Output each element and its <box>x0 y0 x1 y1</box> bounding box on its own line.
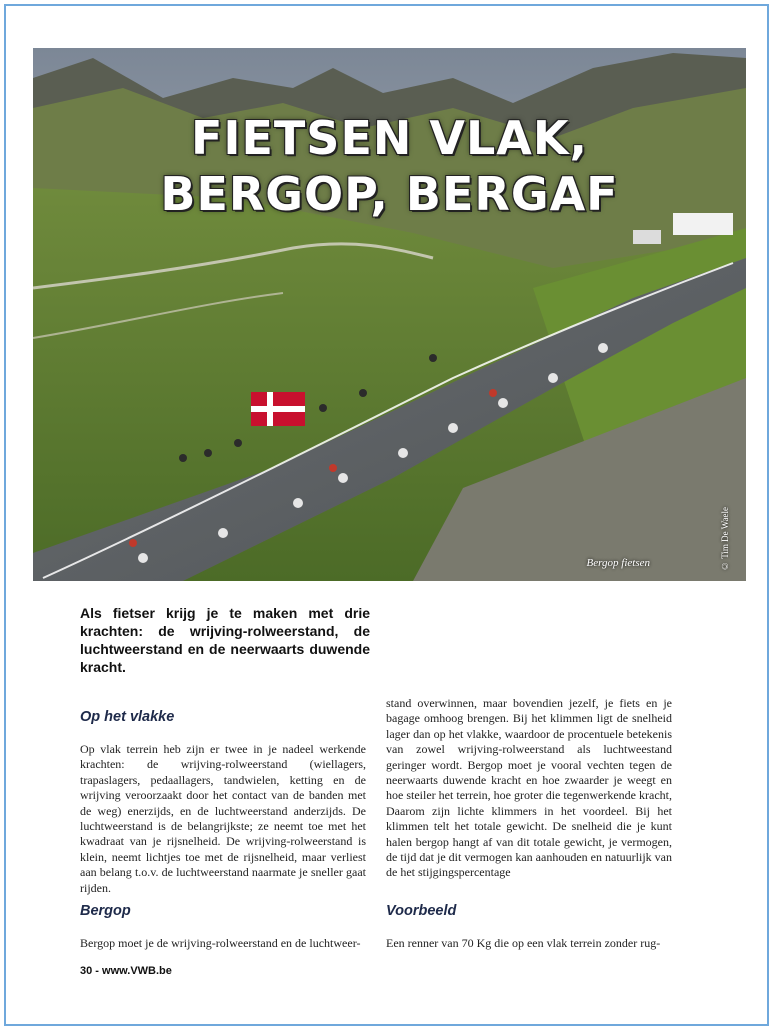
cover-photo <box>33 48 746 581</box>
title-line-1: FIETSEN VLAK, <box>190 111 589 165</box>
photo-caption: Bergop fietsen <box>586 557 650 569</box>
heading-bergop: Bergop <box>80 903 131 919</box>
heading-voorbeeld: Voorbeeld <box>386 903 457 919</box>
heading-op-het-vlakke: Op het vlakke <box>80 709 175 725</box>
body-op-het-vlakke: Op vlak terrein heb zijn er twee in je nadeel werkende krachten: de wrijving-rolweerstand (wiellagers, trapaslagers, pedaallagers, tandwielen, ketting en de wrijving veroorzaakt door het contact van de banden met de weg) enerzijds, en de luchtweerstand anderzijds. De luchtweerstand is de belangrijkste; ze neemt toe met het kwadraat van je rijsnelheid. De wrijving-rolweerstand is klein, neemt lichtjes toe met de rijsnelheid, maar verliest aan belang t.o.v. de luchtweerstand naarmate je sneller gaat rijden. <box>80 742 366 895</box>
photo-credit: © Tim De Waele <box>720 507 730 571</box>
body-right-column: stand overwinnen, maar bovendien jezelf, je fiets en je bagage omhoog brengen. Bij het klimmen ligt de snelheid lager dan op het vlakke, waardoor de procentuele betekenis van zowel wrijving-rolweerstand als luchtweestand geringer wordt. Bergop moet je vooral vechten tegen de neerwaarts duwende kracht en hoe zwaarder je weegt en hoe steiler het terrein, hoe groter die tegenwerkende kracht, Daarom zijn lichte klimmers in het voordeel. Bij het klimmen telt het totale gewicht. De snelheid die je kunt halen bergop hangt af van dit totale gewicht, je vermogen, de tijd dat je dit vermogen kan aanhouden en natuurlijk van de het stijgingspercentage <box>386 696 672 880</box>
title-line-2: BERGOP, BERGAF <box>160 167 619 221</box>
lead-paragraph: Als fietser krijg je te maken met drie krachten: de wrijving-rolweerstand, de luchtweerstand en de neerwaarts duwende kracht. <box>80 605 370 675</box>
body-bergop: Bergop moet je de wrijving-rolweerstand en de luchtweer- <box>80 936 361 950</box>
page-footer: 30 - www.VWB.be <box>80 965 172 977</box>
article-title <box>33 110 746 222</box>
body-voorbeeld: Een renner van 70 Kg die op een vlak terrein zonder rug- <box>386 936 661 950</box>
